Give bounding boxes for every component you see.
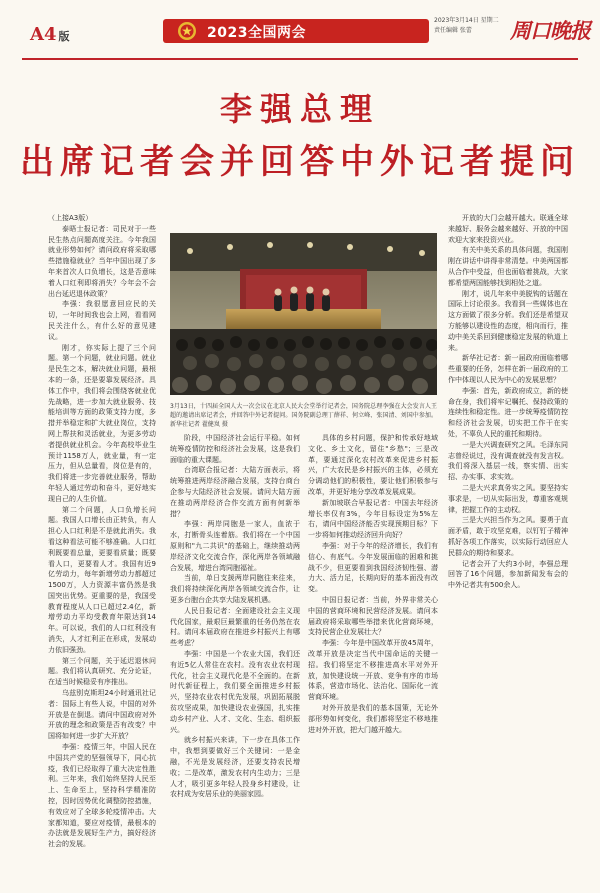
article-paragraph: 李强：今年是中国改革开放45周年，改革开放是决定当代中国命运的关键一招。我们将坚定不移推进高水平对外开放，加快建设统一开放、竞争有序的市场体系，营造市场化、法治化、国际化一流营商环境。 [308,639,438,702]
headline-line-2: 出席记者会并回答中外记者提问 [20,142,580,182]
page-number-value: A4 [30,24,57,45]
article-column-2 [170,433,300,873]
article-paragraph: 乌兹别克斯坦24小时通讯社记者：国际上有些人说，中国的对外开放是在倒退。请问中国政府对外开放的理念和政策是否有改变？中国将如何进一步扩大开放？ [48,689,156,741]
article-paragraph: 泰晤士报记者：司民对于一些民生热点问题高度关注。今年我国就业形势如何？请问政府将采取哪些措施稳就业？当年中国出现了多年来首次人口负增长，这是否意味着人口红利即将消失？今年会不会出台延迟退休政策？ [48,224,156,298]
banner-title: 2023全国两会 [207,25,306,41]
national-emblem-icon [177,21,197,41]
article-paragraph: 李强：对于今年的经济增长，我们有信心、有底气。今年发展面临的困难和挑战不少，但更要看到我国经济韧性强、潜力大、活力足，长期向好的基本面没有改变。 [308,541,438,594]
article-column-4 [448,213,568,873]
article-column-3 [308,433,438,873]
article-paragraph: 开放的大门会越开越大。联通全球来越好、服务会越来越好、开放的中国欢迎大家来投资兴业。 [448,214,568,244]
article-paragraph: 当前，单日支援两岸同胞往来往来，我们将持续深化两岸各领域交流合作，让更多台胞台企共享大陆发展机遇。 [170,574,300,604]
article-paragraph: 刚才，说几年来中美脱钩的话题在国际上讨论很多。我看到一些媒体也在这方面做了很多分析。我们还是希望双方能够以建设性的态度，相向而行，推动中美关系回到健康稳定发展的轨道上来。 [448,289,568,352]
article-paragraph: 阶段，中国经济社会运行平稳。如何统筹疫情防控和经济社会发展，这是我们面临的重大课题。 [170,434,300,464]
issue-date: 2023年3月14日 星期二 [434,17,499,24]
article-paragraph: 一是大兴调查研究之风。毛泽东同志曾经说过，没有调查就没有发言权。我们将深入基层一线，察实情、出实招、办实事、求实效。 [448,440,568,482]
photo-illustration [170,233,437,395]
header-divider [22,58,578,60]
headline-line-1: 李强总理 [219,90,380,128]
article-paragraph: 具体的乡村问题，保护和传承好地域文化、乡土文化，留住"乡愁"；三是改革，要通过深化农村改革来促进乡村振兴，广大农民是乡村振兴的主体，必须充分调动他们的积极性，要让他们积极参与改革，并更好地分享改革发展成果。 [308,434,438,496]
editor-credit: 责任编辑 张蕾 [434,27,472,34]
page-header [0,0,600,58]
article-paragraph: 李强：疫情三年，中国人民在中国共产党的坚强领导下，同心抗疫，我们已经取得了重大决定性胜利。三年来，我们始终坚持人民至上、生命至上，坚持科学精准防控，因时因势优化调整防控措施，有效应对了全球多轮疫情冲击。大家都知道，要应对疫情，最根本的办法就是发展好生产力，搞好经济社会的发展。 [48,743,156,849]
article-paragraph: 刚才，你实际上提了三个问题。第一个问题，就业问题。就业是民生之本，解决就业问题，最根本的一条，还是要靠发展经济。具体工作中，我们将会围绕客就业优先战略，进一步加大就业服务、技能培训等方面的政策支持力度，多措并举稳定和扩大就业岗位，支持网上帮扶和灵活就业，为更多劳动者提供就业机会。今年高校毕业生预计1158万人，就业量，有一定压力，但从总量看，岗位是有的，我们将进一步完善就业服务，帮助年轻人通过劳动和奋斗，更好地实现自己的人生价值。 [48,343,156,503]
article-paragraph: 新华社记者：新一届政府面临着哪些重要的任务，怎样在新一届政府的工作中体现以人民为中心的发展思想？ [448,354,568,384]
article-paragraph: 李强：中国是一个农业大国，我们还有近5亿人常住在农村。没有农业农村现代化，社会主义现代化是不全面的。在新时代新征程上，我们要全面推进乡村振兴，坚持农业农村优先发展，巩固拓展脱贫攻坚成果，加快建设农业强国，扎实推动乡村产业、人才、文化、生态、组织振兴。 [170,649,300,734]
article-paragraph: 李强：首先，新政府成立，新的使命在身，我们将牢记嘱托、保持政策的连续性和稳定性。进一步统筹疫情防控和经济社会发展，切实把工作干在实处，不辜负人民的重托和期待。 [448,386,568,438]
article-paragraph: 二是大兴求真务实之风。要坚持实事求是，一切从实际出发，尊重客观规律，把握工作的主动权。 [448,483,568,514]
article-paragraph: 人民日报记者：全面建设社会主义现代化国家，最艰巨最繁重的任务仍然在农村。请问本届政府在推进乡村振兴上有哪些考虑？ [170,606,300,648]
article-paragraph: 记者会开了大约3小时，李强总理回答了16个问题，参加新闻发布会的中外记者共有500余人。 [448,559,568,590]
article-paragraph: 新加坡联合早报记者：中国去年经济增长率仅有3%，今年目标设定为5%左右，请问中国经济能否实现预期目标？下一步将如何推动经济回升向好？ [308,498,438,540]
article-paragraph: 李强：我很愿意回应民的关切，一年时间我也会上网，看看网民关注什么，有什么好的意见建议。 [48,300,156,341]
page-number [30,24,70,45]
lianghui-banner [163,19,429,43]
page-number-suffix: 版 [58,30,70,43]
article-paragraph: 有关中美关系的具体问题，我国刚刚在讲话中讲得非常清楚。中美两国都从合作中受益，但也面临着挑战，大家都希望两国能够找到相处之道。 [448,246,568,287]
article-paragraph: 中国日报记者：当前，外界非常关心中国的营商环境和民营经济发展。请问本届政府将采取哪些举措来优化营商环境，支持民营企业发展壮大？ [308,595,438,637]
article-paragraph: 对外开放是我们的基本国策，无论外部形势如何变化，我们都将坚定不移地推进对外开放，把大门越开越大。 [308,703,438,734]
article-column-1 [48,213,156,873]
article-paragraph: （上接A3版） [48,214,93,222]
article-paragraph: 第二个问题，人口负增长问题。我国人口增长由正转负，有人担心人口红利是不是就此消失。我看这种看法可能不够准确。人口红利既要看总量，更要看质量；既要看人口，更要看人才。我国有近9亿劳动力，每年新增劳动力都超过1500万，人力资源丰富仍然是我国突出优势。更重要的是，我国受教育程度从人口已超过2.4亿，新增劳动力平均受教育年限达到14年。可以说，我们的人口红利没有消失，人才红利正在形成，发展动力依旧强劲。 [48,505,156,654]
photo-caption: 3月13日，十四届全国人大一次会议在北京人民大会堂举行记者会，国务院总理李强在大会发言人王超的邀请出席记者会，并回答中外记者提问。国务院副总理丁薛祥、何立峰、张国清、刘国中参加。新华社记者 翟健岚 摄 [170,403,437,428]
article-paragraph: 台湾联合报记者：大陆方面表示，将统筹推进两岸经济融合发展，支持台商台企参与大陆经济社会发展。请问大陆方面在推动两岸经济合作交流方面有何新举措？ [170,466,300,518]
article-paragraph: 李强：两岸同胞是一家人，血浓于水，打断骨头连着筋。我们将在一个中国原则和"九二共识"的基础上，继续推动两岸经济文化交流合作，深化两岸各领域融合发展，增进台湾同胞福祉。 [170,520,300,572]
article-paragraph: 第三个问题，关于延迟退休问题。我们将认真研究、充分论证，在适当时候稳妥有序推出。 [48,656,156,687]
article-paragraph: 就乡村振兴来讲，下一步在具体工作中，我想到要做好三个关键词：一是金融，不光是发展经济，还要支持农民增收；二是改革，激发农村内生动力；三是人才，吸引更多年轻人投身乡村建设，让农村成为安居乐业的美丽家园。 [170,736,300,799]
newspaper-logo: 周口晚报 [510,18,590,43]
issue-meta [434,16,499,36]
article-paragraph: 三是大兴担当作为之风。要勇于直面矛盾，敢于攻坚克难，以钉钉子精神抓好各项工作落实，以实际行动回应人民群众的期待和要求。 [448,516,568,557]
press-conference-photo [170,233,437,395]
